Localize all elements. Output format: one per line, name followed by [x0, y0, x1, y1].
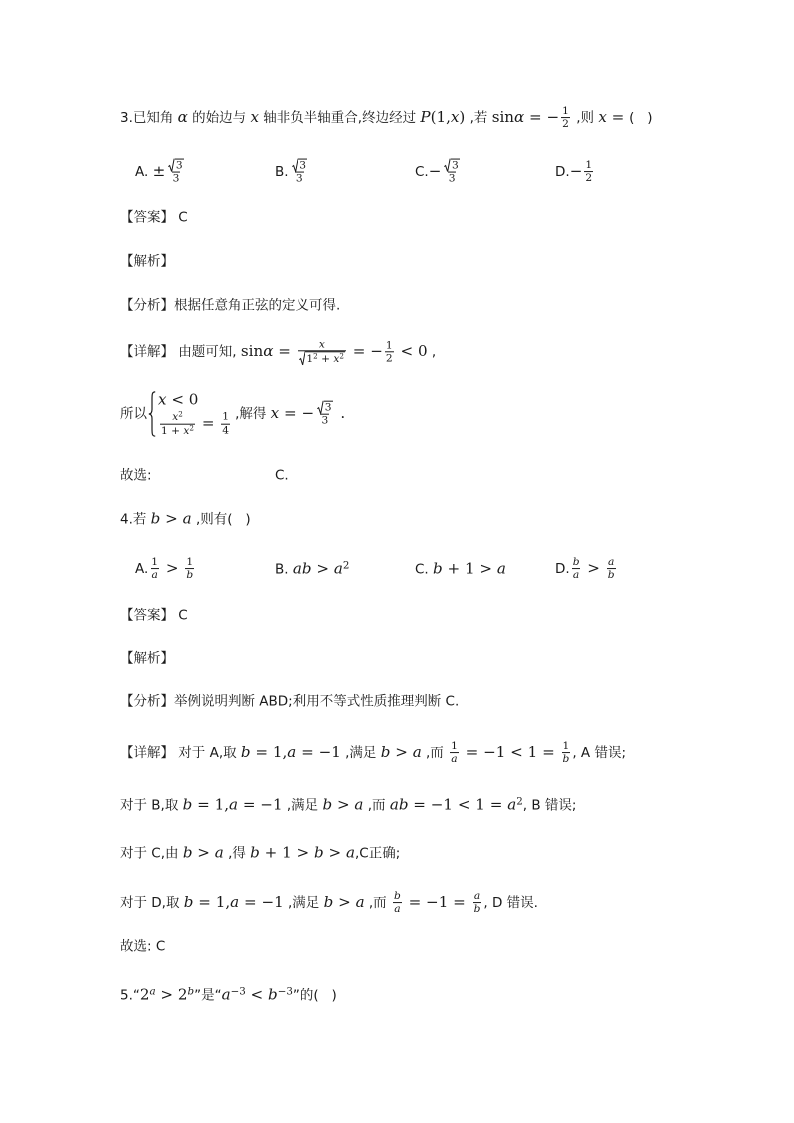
math-run: + [317, 352, 334, 366]
fraction-denominator [561, 118, 570, 131]
math-run: 2 [342, 559, 350, 572]
fraction-numerator [150, 556, 159, 568]
math-run: a [151, 568, 158, 582]
math-run: − [569, 162, 583, 180]
math-run: > 2 [155, 985, 188, 1004]
math-run: a [221, 985, 231, 1004]
fraction-denominator [295, 172, 304, 185]
math-run: a [229, 795, 239, 814]
math-run: α [177, 108, 188, 126]
math-run: 3 [299, 158, 306, 172]
text-run: B. [275, 164, 289, 180]
math-run: a [473, 889, 481, 903]
text-run: ( ) [629, 110, 653, 126]
math-run: > [192, 843, 215, 862]
math-run: − [428, 162, 442, 180]
text-run: 4.若 [120, 511, 151, 528]
math-run: b [150, 509, 161, 528]
math-run: 1 [562, 104, 569, 118]
text-run: 【详解】 由题可知, [120, 343, 241, 360]
fraction-numerator [185, 556, 194, 568]
fraction [561, 105, 570, 131]
q3-option-c [415, 159, 463, 186]
text-run: ”是“ [194, 987, 222, 1004]
math-run: x [333, 352, 340, 366]
fraction-denominator [473, 903, 482, 916]
radical-sign [317, 401, 324, 414]
math-run: 2 [178, 409, 183, 419]
math-run: 1 [186, 555, 194, 569]
radicand [324, 401, 333, 414]
math-run: sin [491, 108, 515, 126]
text-run: 对于 C,由 [120, 845, 183, 862]
fraction [221, 411, 230, 437]
math-run: 1 [451, 739, 458, 753]
math-run: 3 [175, 158, 183, 172]
fraction-denominator [393, 903, 401, 916]
fraction-numerator [167, 159, 184, 172]
text-run: ,满足 [282, 797, 323, 814]
math-run: 3 [321, 414, 329, 427]
q3-reasoning [120, 297, 340, 316]
square-root [444, 159, 459, 172]
fraction-numerator [171, 410, 184, 423]
text-run: ,则有( ) [191, 511, 251, 528]
fraction-denominator [151, 569, 159, 582]
q4-answer [120, 607, 188, 626]
text-run: , A 错误; [572, 745, 627, 761]
math-run: < 0 [166, 390, 199, 409]
math-run: b [186, 568, 194, 582]
math-run: 3 [295, 172, 303, 185]
fraction [385, 339, 394, 365]
text-run: 【答案】 [120, 209, 174, 226]
math-run: x [250, 108, 260, 126]
fraction [298, 338, 346, 365]
text-run: ,得 [223, 845, 251, 862]
math-run: 2 [516, 795, 523, 808]
q3-detail [120, 338, 436, 365]
fraction-denominator [450, 753, 458, 766]
text-run: 【解析】 [120, 650, 174, 667]
math-run: < [245, 985, 269, 1004]
math-run: 2 [339, 351, 344, 361]
q3-option-d [555, 159, 595, 185]
text-run: D. [555, 164, 570, 180]
system-row [158, 410, 232, 437]
text-run: 故选: C [120, 938, 166, 955]
math-run: ± [152, 162, 166, 180]
math-run: 1 [306, 352, 314, 366]
math-run: = 1, [250, 743, 288, 761]
fraction-denominator [562, 753, 571, 766]
math-run: = 1, [193, 893, 231, 911]
text-run: 所以 [120, 406, 147, 422]
math-run: a [354, 795, 364, 814]
radical-sign [299, 352, 306, 366]
math-run: 1 [151, 555, 159, 569]
math-run: = −1 < 1 = [460, 743, 560, 761]
math-run: x [172, 409, 179, 423]
math-run: a [572, 568, 580, 582]
text-run: C [174, 607, 188, 624]
radical-sign [168, 159, 175, 172]
math-run: a [345, 843, 355, 862]
square-root [317, 401, 332, 414]
math-run: −3 [277, 985, 293, 998]
text-run: ,C正确; [355, 845, 401, 862]
fraction-numerator [607, 556, 615, 568]
math-run: b [562, 752, 570, 766]
math-run: + 1 > [442, 559, 497, 578]
math-run: 2 [313, 351, 318, 361]
fraction-numerator [473, 890, 481, 902]
math-run: ) [459, 108, 466, 126]
math-run: α [263, 341, 274, 360]
math-run: x [318, 337, 325, 351]
fraction [160, 410, 195, 437]
math-run: b [607, 568, 615, 582]
math-run: 1 [222, 409, 230, 423]
math-run: b [380, 743, 391, 761]
math-run: > [161, 559, 184, 577]
superscript [343, 560, 350, 571]
math-run: 3 [172, 172, 180, 185]
math-run: 2 [385, 351, 393, 365]
math-run: > [311, 559, 334, 578]
text-run: ,则 [571, 110, 599, 126]
q4-option-a [135, 556, 196, 582]
equation-system [148, 391, 232, 438]
fraction [562, 740, 571, 766]
text-run: ,满足 [340, 745, 381, 761]
math-run: b [323, 893, 334, 911]
math-run: 2 [189, 423, 195, 433]
math-run: b [314, 843, 324, 862]
math-run: a [149, 985, 156, 998]
q4-conclusion [120, 938, 165, 957]
text-run: C. [415, 164, 429, 180]
math-run: b [322, 795, 333, 814]
fraction-denominator [298, 351, 346, 366]
math-run: 4 [222, 423, 230, 437]
square-root [292, 159, 307, 172]
radical-sign [292, 159, 299, 172]
math-run: a [496, 559, 506, 578]
math-run: = 1, [192, 795, 230, 814]
text-run: ,若 [465, 110, 492, 126]
text-run: ,而 [364, 895, 391, 911]
fraction-denominator [385, 351, 394, 364]
text-run: 【分析】根据任意角正弦的定义可得. [120, 297, 341, 314]
math-run: ab [292, 559, 312, 578]
text-run: 3.已知角 [120, 110, 178, 126]
q3-system-line [120, 391, 345, 438]
math-run: a [182, 509, 192, 528]
q3-answer [120, 209, 188, 228]
fraction-denominator [572, 569, 580, 582]
fraction-numerator [572, 556, 581, 568]
fraction-denominator [185, 569, 194, 582]
math-run: 1 + [161, 423, 184, 437]
q4-detail-a [120, 740, 626, 766]
fraction [167, 159, 184, 186]
square-root [299, 352, 345, 366]
math-run: b [183, 893, 194, 911]
math-run: b [572, 555, 580, 569]
fraction [150, 556, 159, 582]
square-root [168, 159, 183, 172]
math-run: = − [347, 341, 383, 360]
text-run: ,解得 [235, 406, 271, 422]
fraction-numerator [562, 740, 571, 752]
math-run: b [182, 843, 193, 862]
math-run: < 0 [395, 341, 428, 360]
math-run: x [450, 108, 460, 126]
fraction [443, 159, 460, 186]
radical-sign [444, 159, 451, 172]
fraction-numerator [393, 890, 402, 902]
fraction-numerator [450, 740, 459, 752]
math-run: = −1 < 1 = [408, 795, 508, 814]
q4-detail-d [120, 890, 538, 916]
q3-analysis-label [120, 253, 174, 272]
math-run: 2 [139, 985, 150, 1004]
math-run: 3 [452, 158, 459, 172]
fraction-numerator [318, 338, 326, 350]
math-run: x [598, 108, 607, 126]
math-run: = [197, 413, 220, 432]
math-run: 2 [562, 117, 569, 131]
text-run: B. [275, 561, 293, 578]
text-run: 5.“ [120, 987, 140, 1004]
math-run: + 1 > [259, 843, 315, 862]
math-run: x [270, 404, 280, 422]
superscript [231, 986, 246, 997]
text-run: ,满足 [283, 895, 324, 911]
text-run: ”的( ) [292, 987, 337, 1004]
math-run: b [182, 795, 193, 814]
text-run: 故选: [120, 467, 152, 484]
q4-analysis-label [120, 650, 174, 669]
text-run: , B 错误; [522, 797, 577, 814]
math-run: = −1 [296, 743, 341, 761]
math-run: > [332, 795, 355, 814]
q4-option-c [415, 558, 506, 579]
math-run: = − [524, 108, 560, 126]
math-run: b [187, 985, 195, 998]
math-run: = [606, 108, 630, 126]
math-run: a [608, 555, 615, 569]
text-run: , [427, 343, 437, 360]
math-run: a [451, 752, 458, 766]
fraction-denominator [448, 172, 457, 185]
math-run: = −1 [239, 893, 284, 911]
superscript [178, 410, 183, 418]
math-run: −3 [230, 985, 246, 998]
math-run: α [514, 108, 525, 126]
fraction-denominator [584, 172, 593, 185]
math-run: b [433, 559, 443, 578]
fraction-numerator [385, 339, 394, 351]
math-run: a [333, 559, 343, 578]
q3-conclusion [120, 467, 152, 486]
math-run: x [158, 390, 167, 409]
math-run: 1 [562, 739, 570, 753]
text-run: 【详解】 对于 A,取 [120, 745, 241, 761]
fraction-denominator [172, 172, 181, 185]
text-run: , D 错误. [483, 895, 538, 911]
fraction-numerator [443, 159, 460, 172]
text-run: 的始边与 [187, 110, 251, 126]
math-run: 2 [585, 171, 593, 185]
math-run: a [230, 893, 240, 911]
math-run: a [214, 843, 224, 862]
radicand [175, 159, 184, 172]
q3-stem [120, 105, 653, 131]
math-run: b [250, 843, 260, 862]
superscript [339, 353, 344, 361]
q4-detail-b [120, 794, 576, 815]
q3-option-a [135, 159, 187, 186]
math-run: ab [389, 795, 409, 814]
fraction-numerator [316, 401, 333, 414]
math-run: 1 [385, 338, 393, 352]
fraction-numerator [221, 411, 230, 423]
math-run: b [393, 889, 401, 903]
math-run: a [412, 743, 422, 761]
math-run: 3 [324, 400, 332, 414]
system-row [158, 391, 232, 411]
text-run: 【解析】 [120, 253, 174, 270]
text-run: 【分析】举例说明判断 ABD;利用不等式性质推理判断 C. [120, 693, 460, 710]
fraction-numerator [291, 159, 308, 172]
q4-option-d [555, 556, 618, 582]
fraction [584, 159, 593, 185]
q4-detail-c [120, 842, 400, 863]
text-run: ,而 [363, 797, 390, 814]
system-rows [158, 391, 232, 438]
math-run: > [333, 893, 356, 911]
text-run: 轴非负半轴重合,终边经过 [259, 110, 421, 126]
q4-reasoning [120, 693, 459, 712]
math-run: . [335, 404, 346, 422]
text-run: C [174, 209, 188, 226]
fraction [393, 890, 402, 916]
math-run: 1 [585, 158, 593, 172]
radicand [298, 159, 307, 172]
text-run: D. [555, 561, 570, 577]
fraction-denominator [607, 569, 616, 582]
math-run: P [420, 108, 431, 126]
q5-stem [120, 984, 337, 1005]
math-run: a [287, 743, 297, 761]
math-run: > [323, 843, 346, 862]
math-run: a [355, 893, 365, 911]
math-run: 3 [448, 172, 456, 185]
fraction-numerator [561, 105, 570, 117]
superscript [189, 424, 194, 432]
math-run: x [183, 423, 190, 437]
q3-conclusion-choice [275, 467, 289, 486]
fraction [473, 890, 482, 916]
math-run: = −1 [238, 795, 283, 814]
text-run: 对于 B,取 [120, 797, 183, 814]
fraction [572, 556, 581, 582]
math-run: > [582, 559, 605, 577]
fraction [291, 159, 308, 186]
text-run: C. [415, 561, 434, 578]
text-run: ,而 [421, 745, 449, 761]
q4-option-b [275, 558, 349, 579]
fraction-denominator [160, 423, 195, 437]
fraction [185, 556, 194, 582]
q4-stem [120, 508, 251, 529]
math-run: b [240, 743, 251, 761]
math-run: a [394, 902, 401, 916]
superscript [278, 986, 293, 997]
radicand [451, 159, 460, 172]
math-run: > [160, 509, 183, 528]
text-run: A. [135, 561, 149, 577]
fraction-denominator [320, 414, 329, 427]
text-run: A. [135, 164, 153, 180]
fraction [607, 556, 616, 582]
math-run: b [473, 902, 481, 916]
fraction [316, 401, 333, 428]
q3-option-b [275, 159, 310, 186]
math-run: sin [240, 341, 264, 360]
math-run: b [268, 985, 278, 1004]
text-run: 对于 D,取 [120, 895, 184, 911]
math-run: = [273, 341, 296, 360]
fraction-denominator [221, 423, 230, 436]
math-run: > [390, 743, 413, 761]
text-run: 【答案】 [120, 607, 174, 624]
left-brace [148, 391, 156, 438]
math-run: a [507, 795, 517, 814]
text-run: C. [275, 467, 289, 484]
fraction-numerator [584, 159, 593, 171]
math-run: = − [279, 404, 315, 422]
fraction [450, 740, 459, 766]
radicand [305, 352, 345, 366]
math-run: (1, [430, 108, 451, 126]
math-run: = −1 = [403, 893, 471, 911]
